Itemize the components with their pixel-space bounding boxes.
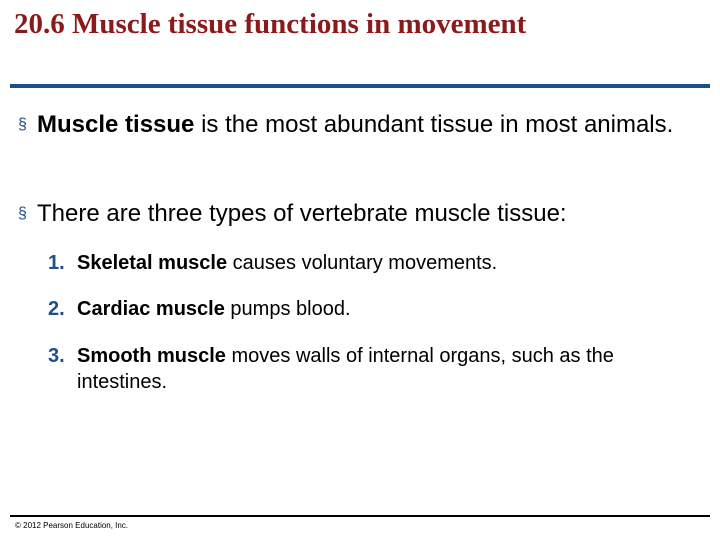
muscle-type-description: causes voluntary movements. (227, 252, 498, 274)
bullet-text (37, 109, 698, 140)
title-divider (10, 84, 710, 88)
list-text (77, 250, 668, 276)
list-item-skeletal-muscle (48, 250, 668, 276)
footer-divider (10, 515, 710, 517)
muscle-type-name: Skeletal muscle (77, 252, 228, 274)
bullet-description: is the most abundant tissue in most animals. (194, 111, 674, 138)
muscle-type-description: pumps blood. (224, 298, 351, 320)
bullet-marker-icon: § (18, 205, 27, 222)
muscle-type-name: Cardiac muscle (77, 298, 225, 320)
list-text (77, 343, 668, 395)
muscle-type-name: Smooth muscle (77, 345, 226, 367)
copyright-notice: © 2012 Pearson Education, Inc. (15, 521, 129, 530)
slide-title: 20.6 Muscle tissue functions in movement (14, 8, 527, 40)
bullet-text: There are three types of vertebrate muscle tissue: (37, 200, 567, 227)
list-item-cardiac-muscle (48, 296, 668, 322)
list-number: 3. (48, 345, 65, 367)
list-number: 2. (48, 298, 65, 320)
muscle-type-description: moves walls of internal organs, such as the intestines. (77, 345, 614, 393)
list-text (77, 296, 668, 322)
list-item-smooth-muscle (48, 343, 668, 395)
bullet-term: Muscle tissue (37, 111, 195, 138)
list-number: 1. (48, 252, 65, 274)
bullet-item-three-types (18, 198, 698, 229)
bullet-item-muscle-tissue (18, 109, 698, 140)
bullet-marker-icon: § (18, 116, 27, 133)
